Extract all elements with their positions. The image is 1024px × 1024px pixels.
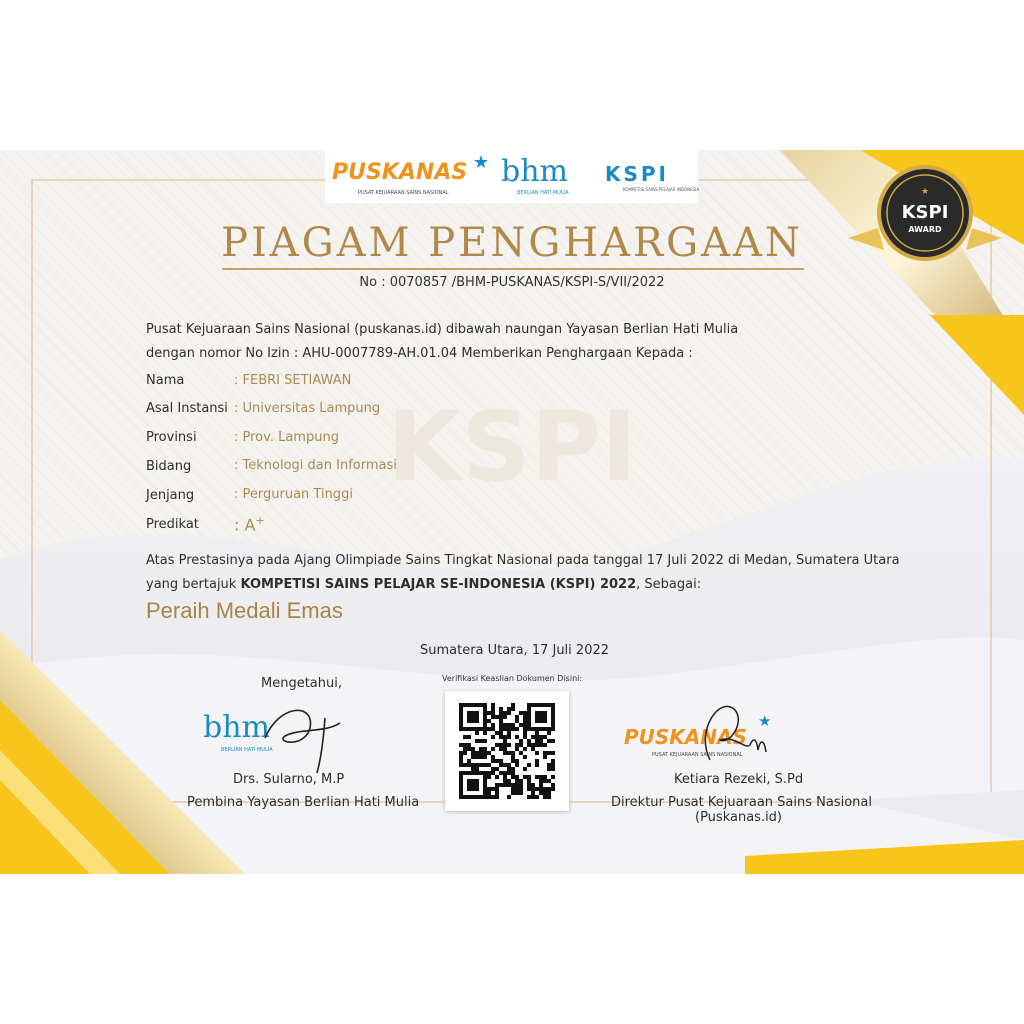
grade-superscript: + bbox=[255, 514, 265, 527]
left-signatory-role: Pembina Yayasan Berlian Hati Mulia bbox=[187, 795, 420, 810]
title-underline bbox=[222, 268, 804, 270]
right-signatory-role: Direktur Pusat Kejuaraan Sains Nasional bbox=[611, 795, 873, 810]
field-label-predikat: Predikat bbox=[146, 517, 199, 532]
intro-line-2: dengan nomor No Izin : AHU-0007789-AH.01.04 Memberikan Penghargaan Kepada : bbox=[146, 346, 693, 361]
qr-finder-center bbox=[467, 779, 479, 791]
verification-label: Verifikasi Keaslian Dokumen Disini: bbox=[442, 674, 583, 683]
bhm-signature-tagline: BERLIAN HATI MULIA bbox=[221, 747, 273, 753]
left-signature bbox=[255, 698, 355, 778]
field-value-nama: : FEBRI SETIAWAN bbox=[234, 373, 352, 388]
left-signatory-name: Drs. Sularno, M.P bbox=[233, 772, 345, 787]
puskanas-signature-tagline: PUSAT KEJUARAAN SAINS NASIONAL bbox=[652, 752, 743, 758]
puskanas-star-icon: ★ bbox=[473, 152, 490, 173]
puskanas-logo-signature: PUSKANAS bbox=[624, 725, 747, 749]
verification-qr-card[interactable] bbox=[445, 691, 569, 811]
qr-finder-center bbox=[535, 711, 547, 723]
field-value-bidang: : Teknologi dan Informasi bbox=[234, 458, 397, 473]
achievement-line-2 bbox=[146, 577, 701, 592]
bhm-logo: bhm bbox=[501, 154, 568, 189]
certificate bbox=[0, 150, 1024, 874]
right-signatory-org: (Puskanas.id) bbox=[695, 810, 783, 825]
province: Prov. Lampung bbox=[242, 430, 339, 445]
star-icon: ★ bbox=[920, 187, 930, 197]
place-and-date: Sumatera Utara, 17 Juli 2022 bbox=[420, 643, 610, 658]
field-label-nama: Nama bbox=[146, 373, 185, 388]
bhm-logo-signature: bhm bbox=[203, 710, 270, 745]
bhm-tagline: BERLIAN HATI MULIA bbox=[517, 190, 569, 196]
field-value-provinsi: : Prov. Lampung bbox=[234, 430, 339, 445]
field-value-predikat: : A+ bbox=[234, 514, 265, 535]
puskanas-logo: PUSKANAS bbox=[332, 160, 468, 185]
qr-finder-center bbox=[467, 711, 479, 723]
right-signatory-name: Ketiara Rezeki, S.Pd bbox=[674, 772, 804, 787]
field-label-provinsi: Provinsi bbox=[146, 430, 197, 445]
field-value-jenjang: : Perguruan Tinggi bbox=[234, 487, 353, 502]
field-label-bidang: Bidang bbox=[146, 459, 192, 474]
verification-qr-code[interactable] bbox=[459, 703, 555, 799]
puskanas-signature-star-icon: ★ bbox=[758, 712, 772, 730]
institution: Universitas Lampung bbox=[242, 401, 381, 416]
kspi-logo: KSPI bbox=[605, 162, 670, 186]
education-level: Perguruan Tinggi bbox=[242, 487, 353, 502]
award-title: Peraih Medali Emas bbox=[146, 598, 343, 623]
field-value-instansi: : Universitas Lampung bbox=[234, 401, 381, 416]
field-label-instansi: Asal Instansi bbox=[146, 401, 228, 416]
intro-line-1: Pusat Kejuaraan Sains Nasional (puskanas.id) dibawah naungan Yayasan Berlian Hati Mulia bbox=[146, 322, 739, 337]
certificate-number: No : 0070857 /BHM-PUSKANAS/KSPI-S/VII/2022 bbox=[359, 275, 665, 290]
achievement-suffix: , Sebagai: bbox=[636, 577, 702, 592]
badge-label: KSPI bbox=[901, 202, 949, 223]
event-name: KOMPETISI SAINS PELAJAR SE-INDONESIA (KSPI) 2022 bbox=[240, 577, 637, 592]
puskanas-tagline: PUSAT KEJUARAAN SAINS NASIONAL bbox=[358, 190, 449, 196]
acknowledged-label: Mengetahui, bbox=[261, 676, 342, 691]
certificate-title: PIAGAM PENGHARGAAN bbox=[221, 220, 803, 266]
achievement-line-1: Atas Prestasinya pada Ajang Olimpiade Sains Tingkat Nasional pada tanggal 17 Juli 2022 di Medan, Sumatera Utara bbox=[146, 553, 900, 568]
logo-strip bbox=[325, 150, 698, 203]
badge-sublabel: AWARD bbox=[908, 225, 942, 234]
field-label-jenjang: Jenjang bbox=[146, 488, 195, 503]
right-signature bbox=[690, 690, 780, 775]
field-of-study: Teknologi dan Informasi bbox=[242, 458, 397, 473]
kspi-tagline: KOMPETISI SAINS PELAJAR INDONESIA bbox=[623, 187, 700, 192]
grade: A bbox=[244, 515, 256, 535]
recipient-name: FEBRI SETIAWAN bbox=[242, 373, 352, 388]
kspi-watermark: KSPI bbox=[387, 391, 637, 503]
achievement-prefix: yang bertajuk bbox=[146, 577, 241, 592]
